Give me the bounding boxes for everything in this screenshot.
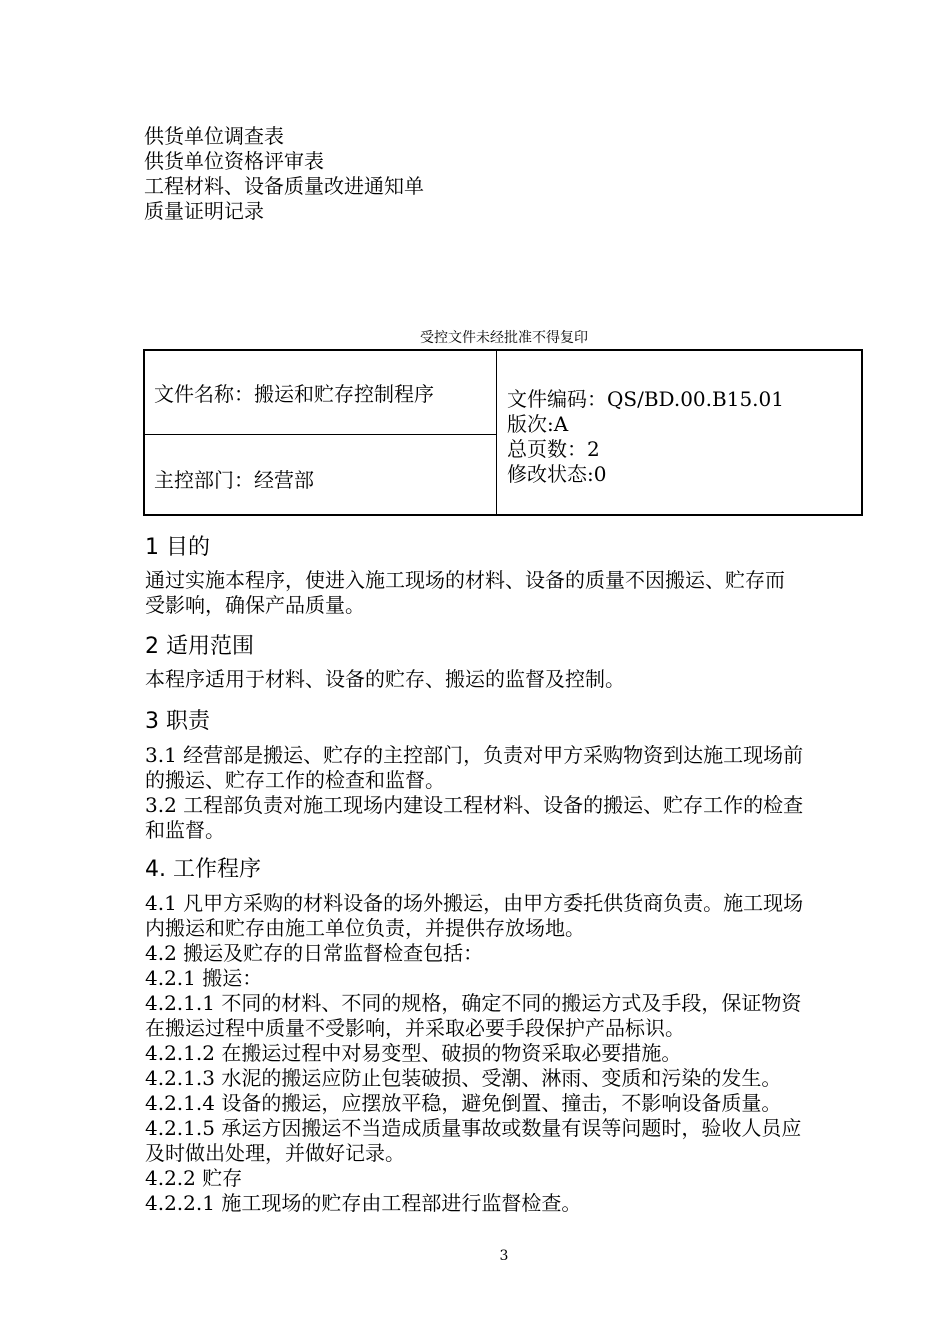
controlled-notice: 受控文件未经批准不得复印 [420,330,588,346]
text-line: 4.2.2.1 施工现场的贮存由工程部进行监督检查。 [145,1191,582,1215]
text-line: 4.1 凡甲方采购的材料设备的场外搬运，由甲方委托供货商负责。施工现场 [145,891,804,915]
file-name: 文件名称：搬运和贮存控制程序 [154,382,434,406]
section-2-body [145,667,865,692]
revision-status: 修改状态:0 [507,462,607,486]
text-line: 4.2.1.3 水泥的搬运应防止包装破损、受潮、淋雨、变质和污染的发生。 [145,1066,782,1090]
text-line: 3.1 经营部是搬运、贮存的主控部门，负责对甲方采购物资到达施工现场前 [145,743,804,767]
record-item: 工程材料、设备质量改进通知单 [144,174,424,198]
text-line: 和监督。 [145,818,225,842]
record-item: 供货单位资格评审表 [144,149,324,173]
record-item: 质量证明记录 [144,199,264,223]
section-1-body [145,568,865,618]
text-line: 3.2 工程部负责对施工现场内建设工程材料、设备的搬运、贮存工作的检查 [145,793,804,817]
text-line: 4.2 搬运及贮存的日常监督检查包括： [145,941,484,965]
text-line: 及时做出处理，并做好记录。 [145,1141,405,1165]
section-3-title: 3 职责 [145,709,210,734]
text-line: 4.2.1.1 不同的材料、不同的规格，确定不同的搬运方式及手段，保证物资 [145,991,802,1015]
text-line: 内搬运和贮存由施工单位负责，并提供存放场地。 [145,916,585,940]
text-line: 4.2.2 贮存 [145,1166,243,1190]
version: 版次:A [507,412,569,436]
text-line: 的搬运、贮存工作的检查和监督。 [145,768,445,792]
text-line: 4.2.1.2 在搬运过程中对易变型、破损的物资采取必要措施。 [145,1041,682,1065]
text-line: 受影响，确保产品质量。 [145,593,365,617]
department: 主控部门：经营部 [154,468,314,492]
text-line: 4.2.1.4 设备的搬运，应摆放平稳，避免倒置、撞击，不影响设备质量。 [145,1091,782,1115]
section-3-body [145,743,865,843]
record-item: 供货单位调查表 [144,124,284,148]
page-number: 3 [499,1248,509,1264]
section-4-title: 4. 工作程序 [145,857,261,882]
text-line: 4.2.1.5 承运方因搬运不当造成质量事故或数量有误等问题时，验收人员应 [145,1116,802,1140]
records-list [144,124,424,224]
department-cell [145,435,497,514]
file-code: 文件编码：QS/BD.00.B15.01 [507,387,784,411]
section-1-title: 1 目的 [145,535,210,560]
section-2-title: 2 适用范围 [145,634,254,659]
total-pages: 总页数：2 [507,437,600,461]
file-name-cell [145,351,497,435]
text-line: 4.2.1 搬运： [145,966,263,990]
text-line: 本程序适用于材料、设备的贮存、搬运的监督及控制。 [145,667,625,691]
section-4-body [145,891,865,1216]
document-header-table [143,349,863,516]
document-info-cell [497,351,861,514]
text-line: 在搬运过程中质量不受影响，并采取必要手段保护产品标识。 [145,1016,685,1040]
text-line: 通过实施本程序，使进入施工现场的材料、设备的质量不因搬运、贮存而 [145,568,785,592]
